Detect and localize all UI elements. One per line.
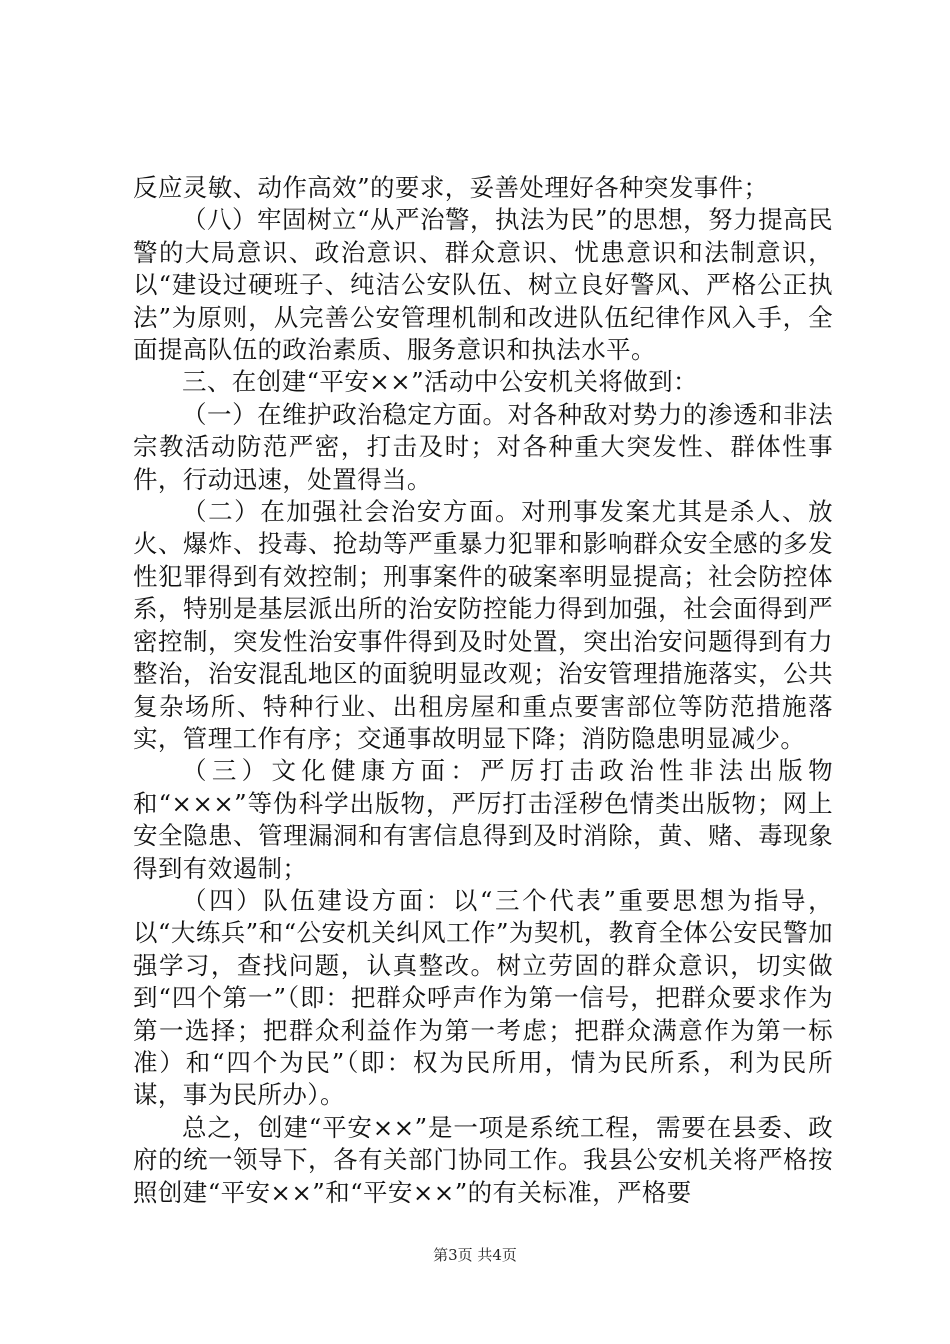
paragraph-summary: 总之，创建“平安××”是一项是系统工程，需要在县委、政府的统一领导下，各有关部门协同工作。我县公安机关将严格按照创建“平安××”和“平安××”的有关标准，严格要 bbox=[133, 1112, 833, 1207]
document-body bbox=[133, 172, 833, 1209]
paragraph-continuation: 反应灵敏、动作高效”的要求，妥善处理好各种突发事件； bbox=[133, 173, 769, 202]
section-heading-3: 三、在创建“平安××”活动中公安机关将做到： bbox=[182, 367, 698, 397]
paragraph-item-2: （二）在加强社会治安方面。对刑事发案尤其是杀人、放火、爆炸、投毒、抢劫等严重暴力犯罪和影响群众安全感的多发性犯罪得到有效控制；刑事案件的破案率明显提高；社会防控体系，特别是基层派出所的治安防控能力得到加强，社会面得到严密控制，突发性治安事件得到及时处置，突出治安问题得到有力整治，治安混乱地区的面貌明显改观；治安管理措施落实，公共复杂场所、特种行业、出租房屋和重点要害部位等防范措施落实，管理工作有序；交通事故明显下降；消防隐患明显减少。 bbox=[133, 497, 833, 753]
paragraph-item-1: （一）在维护政治稳定方面。对各种敌对势力的渗透和非法宗教活动防范严密，打击及时；对各种重大突发性、群体性事件，行动迅速，处置得当。 bbox=[133, 399, 833, 494]
paragraph-item-3: （三）文化健康方面：严厉打击政治性非法出版物和“×××”等伪科学出版物，严厉打击淫秽色情类出版物；网上安全隐患、管理漏洞和有害信息得到及时消除，黄、赌、毒现象得到有效遏制； bbox=[133, 756, 833, 883]
paragraph-item-4: （四）队伍建设方面：以“三个代表”重要思想为指导，以“大练兵”和“公安机关纠风工作”为契机，教育全体公安民警加强学习，查找问题，认真整改。树立劳固的群众意识，切实做到“四个第一”（即：把群众呼声作为第一信号，把群众要求作为第一选择；把群众利益作为第一考虑；把群众满意作为第一标准）和“四个为民”（即：权为民所用，情为民所系，利为民所谋，事为民所办）。 bbox=[133, 885, 833, 1110]
page-number-footer: 第3页 共4页 bbox=[433, 1246, 517, 1264]
paragraph-item-8: （八）牢固树立“从严治警，执法为民”的思想，努力提高民警的大局意识、政治意识、群众意识、忧患意识和法制意识，以“建设过硬班子、纯洁公安队伍、树立良好警风、严格公正执法”为原则，从完善公安管理机制和改进队伍纪律作风入手，全面提高队伍的政治素质、服务意识和执法水平。 bbox=[133, 205, 833, 365]
